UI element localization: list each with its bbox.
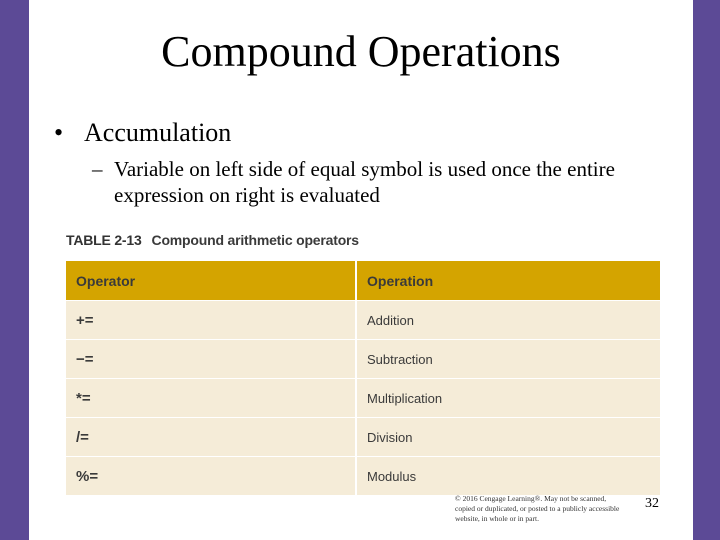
table-row [66, 379, 660, 418]
operation-cell: Subtraction [356, 340, 660, 379]
sub-bullet-text: Variable on left side of equal symbol is used once the entire expression on right is evaluated [114, 157, 615, 207]
table-header-row [66, 261, 660, 301]
table-caption-text: Compound arithmetic operators [151, 232, 359, 248]
operator-cell: %= [66, 457, 356, 496]
table-row [66, 301, 660, 340]
slide-title: Compound Operations [161, 27, 561, 76]
operation-cell: Addition [356, 301, 660, 340]
bullet-text: Accumulation [84, 118, 232, 147]
left-side-bar [0, 0, 29, 540]
right-side-bar [693, 0, 720, 540]
operator-cell: += [66, 301, 356, 340]
table-row [66, 340, 660, 379]
operator-cell: −= [66, 340, 356, 379]
operator-cell: /= [66, 418, 356, 457]
operator-cell: *= [66, 379, 356, 418]
operation-cell: Modulus [356, 457, 660, 496]
header-operation: Operation [356, 261, 660, 301]
table-row [66, 418, 660, 457]
sub-bullet-item [92, 156, 652, 208]
table-row [66, 457, 660, 496]
page-number: 32 [645, 496, 659, 511]
table-caption [66, 232, 359, 248]
bullet-item [54, 118, 231, 148]
copyright-notice: © 2016 Cengage Learning®. May not be scanned, copied or duplicated, or posted to a publicly accessible website, in whole or in part. [455, 494, 620, 523]
operation-cell: Multiplication [356, 379, 660, 418]
table-label: TABLE 2-13 [66, 232, 142, 248]
operators-table [66, 261, 660, 496]
header-operator: Operator [66, 261, 356, 301]
operation-cell: Division [356, 418, 660, 457]
sub-bullet-marker: – [92, 157, 103, 181]
bullet-marker: • [54, 118, 64, 147]
